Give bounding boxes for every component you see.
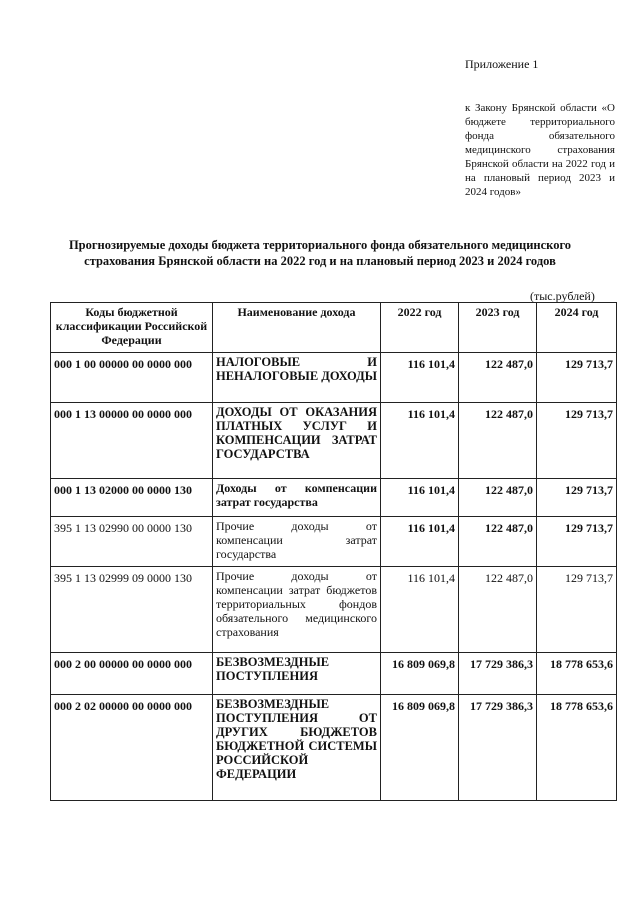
row-name: ДОХОДЫ ОТ ОКАЗАНИЯ ПЛАТНЫХ УСЛУГ И КОМПЕНСАЦИИ ЗАТРАТ ГОСУДАРСТВА bbox=[213, 403, 381, 479]
row-code: 395 1 13 02990 00 0000 130 bbox=[51, 517, 213, 567]
row-2022: 16 809 069,8 bbox=[381, 695, 459, 801]
law-reference-text: к Закону Брянской области «О бюджете территориального фонда обязательного медицинского страхования Брянской области на 2022 год и на плановый период 2023 и 2024 годов» bbox=[465, 102, 615, 198]
row-2022: 116 101,4 bbox=[381, 479, 459, 517]
table-header-row bbox=[51, 303, 617, 353]
row-2024: 18 778 653,6 bbox=[537, 695, 617, 801]
row-2022: 16 809 069,8 bbox=[381, 653, 459, 695]
unit-label: (тыс.рублей) bbox=[530, 289, 595, 303]
row-2024: 129 713,7 bbox=[537, 353, 617, 403]
row-name: НАЛОГОВЫЕ И НЕНАЛОГОВЫЕ ДОХОДЫ bbox=[213, 353, 381, 403]
annex-label: Приложение 1 bbox=[465, 57, 539, 71]
row-2024: 129 713,7 bbox=[537, 567, 617, 653]
row-name: Доходы от компенсации затрат государства bbox=[213, 479, 381, 517]
row-name: Прочие доходы от компенсации затрат государства bbox=[213, 517, 381, 567]
row-2022: 116 101,4 bbox=[381, 353, 459, 403]
document-title: Прогнозируемые доходы бюджета территориального фонда обязательного медицинского страхования Брянской области на 2022 год и на плановый период 2023 и 2024 годов bbox=[68, 238, 572, 268]
row-2024: 129 713,7 bbox=[537, 403, 617, 479]
row-2022: 116 101,4 bbox=[381, 403, 459, 479]
row-2024: 129 713,7 bbox=[537, 479, 617, 517]
row-name: БЕЗВОЗМЕЗДНЫЕ ПОСТУПЛЕНИЯ bbox=[213, 653, 381, 695]
row-code: 000 2 00 00000 00 0000 000 bbox=[51, 653, 213, 695]
col-header-name: Наименование дохода bbox=[213, 303, 381, 353]
table-row bbox=[51, 479, 617, 517]
col-header-code: Коды бюджетной классификации Российской Федерации bbox=[51, 303, 213, 353]
row-2024: 18 778 653,6 bbox=[537, 653, 617, 695]
table-row bbox=[51, 403, 617, 479]
row-2023: 122 487,0 bbox=[459, 479, 537, 517]
table-row bbox=[51, 567, 617, 653]
row-2024: 129 713,7 bbox=[537, 517, 617, 567]
row-code: 000 1 13 00000 00 0000 000 bbox=[51, 403, 213, 479]
row-name: Прочие доходы от компенсации затрат бюджетов территориальных фондов обязательного медицинского страхования bbox=[213, 567, 381, 653]
row-code: 395 1 13 02999 09 0000 130 bbox=[51, 567, 213, 653]
row-2023: 122 487,0 bbox=[459, 517, 537, 567]
row-code: 000 1 00 00000 00 0000 000 bbox=[51, 353, 213, 403]
row-code: 000 2 02 00000 00 0000 000 bbox=[51, 695, 213, 801]
table-row bbox=[51, 653, 617, 695]
row-2023: 122 487,0 bbox=[459, 403, 537, 479]
row-2022: 116 101,4 bbox=[381, 517, 459, 567]
row-2023: 17 729 386,3 bbox=[459, 653, 537, 695]
col-header-2023: 2023 год bbox=[459, 303, 537, 353]
table-row bbox=[51, 353, 617, 403]
col-header-2022: 2022 год bbox=[381, 303, 459, 353]
row-2023: 122 487,0 bbox=[459, 353, 537, 403]
table-row bbox=[51, 695, 617, 801]
row-name: БЕЗВОЗМЕЗДНЫЕ ПОСТУПЛЕНИЯ ОТ ДРУГИХ БЮДЖЕТОВ БЮДЖЕТНОЙ СИСТЕМЫ РОССИЙСКОЙ ФЕДЕРАЦИИ bbox=[213, 695, 381, 801]
law-reference bbox=[465, 101, 615, 199]
row-2022: 116 101,4 bbox=[381, 567, 459, 653]
col-header-2024: 2024 год bbox=[537, 303, 617, 353]
row-2023: 122 487,0 bbox=[459, 567, 537, 653]
revenue-table bbox=[50, 302, 617, 801]
row-code: 000 1 13 02000 00 0000 130 bbox=[51, 479, 213, 517]
table-row bbox=[51, 517, 617, 567]
row-2023: 17 729 386,3 bbox=[459, 695, 537, 801]
